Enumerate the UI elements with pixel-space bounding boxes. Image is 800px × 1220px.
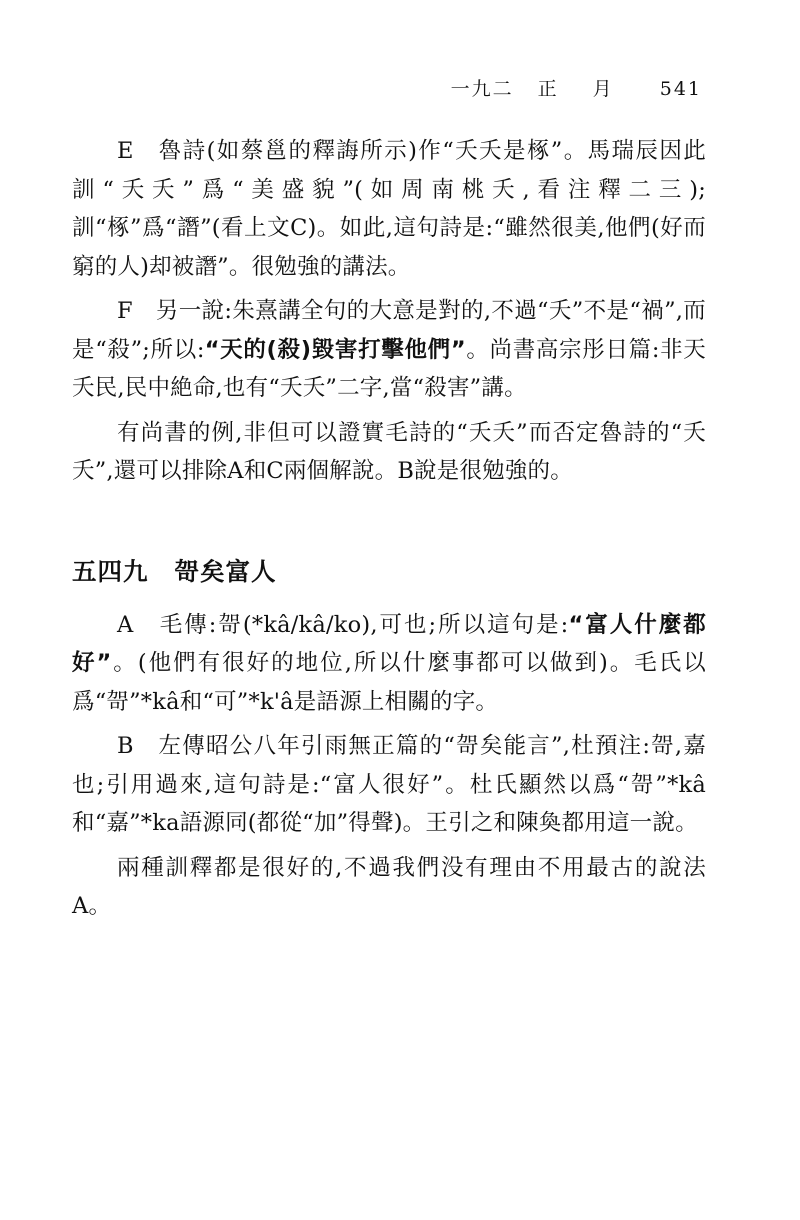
paragraph-F	[72, 292, 706, 408]
paragraph-F-text-1: F 另一說:朱熹講全句的大意是對的,不過“夭”不是“禍”,而是“殺”;所以:	[72, 298, 706, 363]
header-month-char-1: 正	[537, 78, 559, 100]
paragraph-conclusion: 兩種訓釋都是很好的,不過我們没有理由不用最古的說法A。	[72, 854, 706, 919]
header-month-char-2: 月	[592, 78, 614, 100]
paragraph-A-emphasis: “富人什麼都好”	[72, 611, 706, 676]
section-number: 五四九	[72, 556, 149, 586]
paragraph-E-text-2: “雖然很美,他們(好而窮的人)却被譖”	[72, 215, 706, 280]
page-body	[72, 132, 706, 932]
paragraph-E-text-3: 。很勉強的講法。	[228, 253, 411, 280]
paragraph-A	[72, 606, 706, 722]
paragraph-F-emphasis: “天的(殺)毀害打擊他們”	[204, 336, 466, 363]
header-section-number: 一九二	[450, 78, 514, 100]
section-title: 哿矣富人	[174, 556, 277, 586]
header-month	[538, 74, 614, 101]
page-number: 541	[659, 78, 702, 100]
paragraph-F-text-2: 。尚書高宗彤日篇:非天夭民,民中絶命,也有“夭夭”二字,當“殺害”講。	[72, 336, 706, 401]
paragraph-A-text-1: A 毛傳:哿(*kâ/kâ/ko),可也;所以這句是:	[117, 611, 569, 638]
section-heading	[72, 553, 706, 588]
paragraph-E-text-1: E 魯詩(如蔡邕的釋誨所示)作“夭夭是椓”。馬瑞辰因此訓“夭夭”爲“美盛貌”(如周南桃夭,看注釋二三);訓“椓”爲“譖”(看上文C)。如此,這句詩是:	[72, 138, 706, 241]
paragraph-A-text-2: 。(他們有很好的地位,所以什麼事都可以做到)。毛氏以爲“哿”*kâ和“可”*k'â是語源上相關的字。	[72, 650, 706, 715]
paragraph-E	[72, 132, 706, 286]
paragraph-conclusion-prev: 有尚書的例,非但可以證實毛詩的“夭夭”而否定魯詩的“夭夭”,還可以排除A和C兩個解說。B說是很勉強的。	[72, 419, 706, 484]
page-header	[451, 74, 702, 101]
paragraph-B: B 左傳昭公八年引雨無正篇的“哿矣能言”,杜預注:哿,嘉也;引用過來,這句詩是:“富人很好”。杜氏顯然以爲“哿”*kâ和“嘉”*ka語源同(都從“加”得聲)。王引之和陳奐都用這一說。	[72, 733, 706, 836]
